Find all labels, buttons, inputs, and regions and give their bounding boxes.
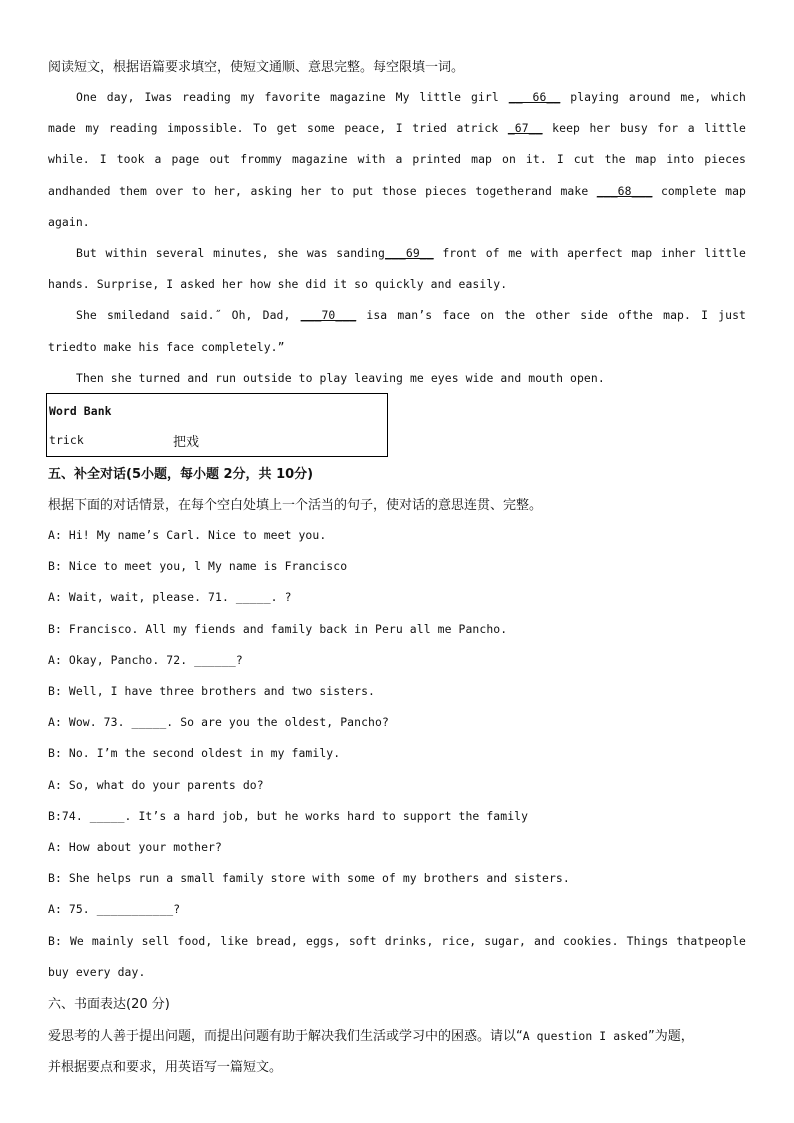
instruction-text: ”为题，: [648, 1029, 694, 1044]
passage-line: [76, 246, 746, 260]
dialogue-line: A: So, what do your parents do?: [48, 778, 264, 792]
passage-text: complete map: [652, 184, 746, 198]
passage-text: One day, Iwas reading my favorite magazine My little girl: [76, 90, 509, 104]
dialogue-line: B: Nice to meet you, l My name is Francisco: [48, 559, 348, 573]
blank-67: _67__: [507, 121, 543, 135]
dialogue-line: A: Hi! My name’s Carl. Nice to meet you.: [48, 528, 327, 542]
dialogue-line: B: She helps run a small family store with some of my brothers and sisters.: [48, 871, 570, 885]
passage-line: [48, 184, 746, 198]
dialogue-line: B: We mainly sell food, like bread, eggs, soft drinks, rice, sugar, and cookies. Things thatpeople: [48, 934, 746, 948]
passage-line: Then she turned and run outside to play leaving me eyes wide and mouth open.: [76, 371, 605, 385]
dialogue-line: A: Wait, wait, please. 71. _____. ?: [48, 590, 292, 604]
word-bank-box: [46, 393, 388, 457]
dialogue-line: B: No. I’m the second oldest in my family.: [48, 746, 341, 760]
essay-title: A question I asked: [522, 1029, 648, 1043]
writing-instruction: [48, 1025, 694, 1044]
passage-line: again.: [48, 215, 90, 229]
writing-instruction: 并根据要点和要求，用英语写一篇短文。: [48, 1060, 283, 1075]
passage-text: front of me with aperfect map inher little: [433, 246, 746, 260]
blank-66: __ 66__: [508, 90, 561, 104]
passage-line: hands. Surprise, I asked her how she did it so quickly and easily.: [48, 277, 508, 291]
section-heading: 六、书面表达(20 分): [48, 997, 170, 1012]
word-bank-title: Word Bank: [49, 404, 112, 418]
passage-text: made my reading impossible. To get some peace, I tried atrick: [48, 121, 508, 135]
passage-text: keep her busy for a little: [542, 121, 746, 135]
blank-70: ___70___: [300, 308, 357, 322]
dialogue-line: buy every day.: [48, 965, 146, 979]
passage-text: She smiledand said.˝ Oh, Dad,: [76, 308, 301, 322]
word-bank-word: trick: [49, 433, 84, 447]
dialogue-line: B:74. _____. It’s a hard job, but he works hard to support the family: [48, 809, 529, 823]
section-heading: 五、补全对话(5小题，每小题 2分，共 10分): [48, 467, 314, 482]
dialogue-line: A: How about your mother?: [48, 840, 222, 854]
passage-line: triedto make his face completely.”: [48, 340, 285, 354]
section-instruction: 根据下面的对话情景，在每个空白处填上一个活当的句子，使对话的意思连贯、完整。: [48, 498, 543, 513]
blank-69: ___69__: [385, 246, 434, 260]
passage-line: [48, 121, 746, 135]
passage-line: while. I took a page out frommy magazine with a printed map on it. I cut the map into pieces: [48, 152, 746, 166]
passage-text: But within several minutes, she was sanding: [76, 246, 385, 260]
dialogue-line: B: Well, I have three brothers and two sisters.: [48, 684, 376, 698]
passage-text: andhanded them over to her, asking her to put those pieces togetherand make: [48, 184, 597, 198]
passage-line: [76, 90, 746, 104]
word-bank-meaning: 把戏: [173, 435, 200, 450]
passage-text: isa man’s face on the other side ofthe map. I just: [356, 308, 746, 322]
dialogue-line: B: Francisco. All my fiends and family back in Peru all me Pancho.: [48, 622, 508, 636]
passage-text: playing around me, which: [560, 90, 746, 104]
passage-line: [76, 308, 746, 322]
dialogue-line: A: Okay, Pancho. 72. ______?: [48, 653, 243, 667]
blank-68: ___68___: [596, 184, 653, 198]
dialogue-line: A: 75. ___________?: [48, 902, 181, 916]
dialogue-line: A: Wow. 73. _____. So are you the oldest, Pancho?: [48, 715, 389, 729]
reading-instruction: 阅读短文，根据语篇要求填空，使短文通顺、意思完整。每空限填一词。: [48, 60, 465, 75]
instruction-text: 爱思考的人善于提出问题，而提出问题有助于解决我们生活或学习中的困惑。请以“: [48, 1029, 523, 1044]
